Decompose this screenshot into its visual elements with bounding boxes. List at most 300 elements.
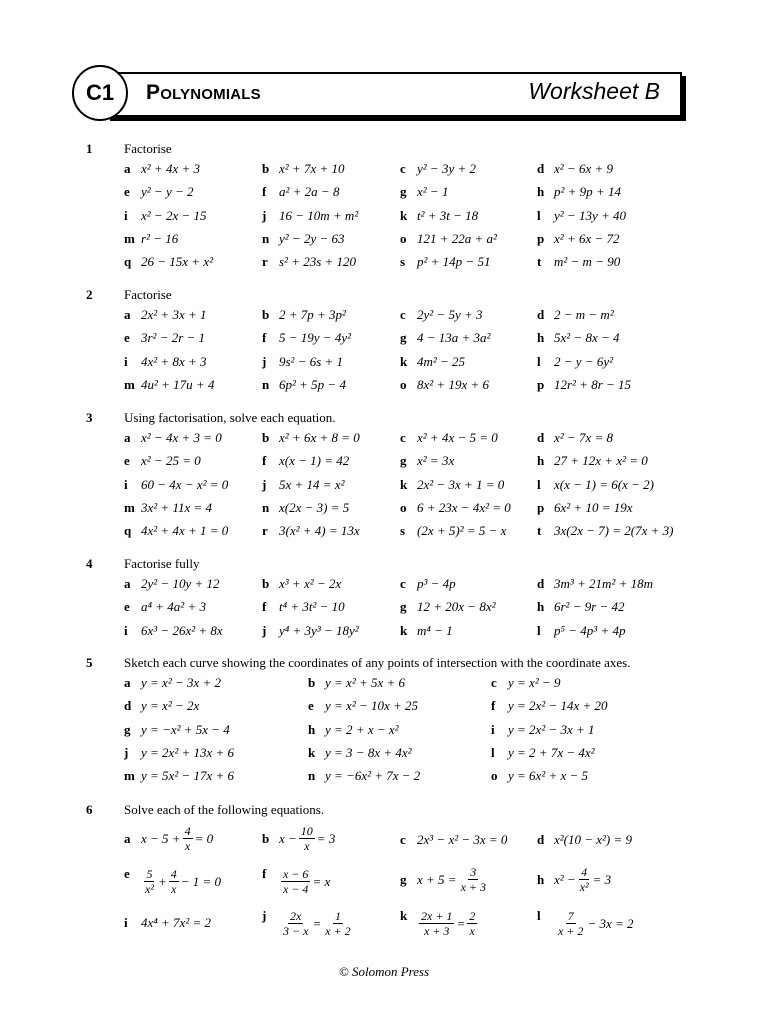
fraction-denominator: x² bbox=[145, 882, 154, 896]
part-expr: 3m³ + 21m² + 18m bbox=[554, 576, 654, 591]
part-expr: x − 5 + bbox=[141, 830, 181, 846]
question-part bbox=[400, 523, 506, 539]
part-label: b bbox=[308, 675, 316, 690]
part-expr: 12 + 20x − 8x² bbox=[417, 599, 496, 615]
part-label: f bbox=[262, 330, 267, 346]
part-label: h bbox=[308, 721, 316, 737]
part-b bbox=[262, 824, 335, 853]
part-label: n bbox=[262, 376, 270, 392]
part-label: k bbox=[400, 207, 408, 223]
part-label: p bbox=[537, 230, 545, 246]
worksheet-header bbox=[72, 65, 688, 127]
fraction-denominator: x bbox=[469, 924, 475, 938]
part-label: r bbox=[262, 254, 268, 270]
part-label: d bbox=[537, 161, 545, 176]
question-part bbox=[262, 254, 356, 270]
fraction-numerator: 2x + 1 bbox=[421, 909, 453, 923]
part-expr: x² − 4x + 3 = 0 bbox=[141, 430, 222, 445]
part-expr: x(2x − 3) = 5 bbox=[279, 499, 350, 515]
part-expr: x² − 25 = 0 bbox=[141, 453, 201, 469]
part-expr: 2 − y − 6y² bbox=[554, 353, 613, 369]
part-label: d bbox=[124, 698, 132, 714]
question-part bbox=[124, 722, 230, 738]
part-label: d bbox=[537, 307, 545, 322]
question-part bbox=[491, 698, 608, 714]
part-expr: x(x − 1) = 6(x − 2) bbox=[554, 476, 654, 492]
part-expr: 4m² − 25 bbox=[417, 353, 466, 369]
question-part bbox=[124, 745, 234, 761]
part-expr: x − bbox=[279, 830, 297, 846]
question-part bbox=[308, 698, 418, 714]
part-label: c bbox=[400, 161, 406, 176]
worksheet-label: Worksheet B bbox=[528, 78, 660, 104]
part-expr: x² − 1 bbox=[417, 184, 449, 200]
question-instruction: Solve each of the following equations. bbox=[124, 802, 325, 817]
part-expr: 27 + 12x + x² = 0 bbox=[554, 453, 648, 469]
part-label: o bbox=[400, 499, 407, 515]
fraction-denominator: 3 − x bbox=[283, 924, 309, 938]
part-label: e bbox=[124, 453, 130, 469]
part-expr: 3r² − 2r − 1 bbox=[141, 330, 206, 346]
question-number: 3 bbox=[86, 410, 93, 425]
question-part bbox=[124, 208, 206, 224]
question-part bbox=[400, 500, 511, 516]
question-part bbox=[400, 184, 448, 200]
fraction-denominator: x bbox=[171, 882, 177, 896]
part-expr: 3(x² + 4) = 13x bbox=[279, 523, 360, 539]
part-expr: a² + 2a − 8 bbox=[279, 184, 340, 200]
part-expr: 6r² − 9r − 42 bbox=[554, 599, 625, 615]
fraction-denominator: x bbox=[184, 839, 191, 853]
part-expr: y = 2 + 7x − 4x² bbox=[508, 744, 595, 760]
part-label: j bbox=[262, 353, 267, 369]
question-part bbox=[308, 675, 405, 691]
question-part bbox=[491, 722, 595, 738]
part-expr: p⁵ − 4p³ + 4p bbox=[554, 622, 626, 638]
part-label: d bbox=[537, 832, 545, 847]
question-part bbox=[124, 576, 219, 592]
part-label: n bbox=[262, 230, 270, 246]
question-number: 6 bbox=[86, 802, 93, 817]
part-label: i bbox=[124, 915, 128, 930]
question-part bbox=[124, 768, 234, 784]
part-label: a bbox=[124, 830, 131, 846]
part-expr: p² + 9p + 14 bbox=[554, 184, 621, 200]
part-expr: 2 + 7p + 3p² bbox=[279, 307, 346, 322]
fraction-denominator: x² bbox=[579, 880, 589, 894]
fraction-denominator: x + 2 bbox=[325, 924, 351, 938]
part-expr: 16 − 10m + m² bbox=[279, 207, 359, 223]
question-part bbox=[400, 576, 456, 592]
question-part bbox=[124, 623, 223, 639]
question-part bbox=[537, 330, 619, 346]
part-expr: y = x² + 5x + 6 bbox=[325, 675, 406, 690]
question-part bbox=[537, 477, 654, 493]
question-part bbox=[308, 722, 399, 738]
part-expr: x² + 7x + 10 bbox=[279, 161, 345, 176]
question-part bbox=[124, 254, 213, 270]
question-part bbox=[400, 453, 454, 469]
fraction-numerator: 5 bbox=[146, 867, 153, 881]
part-expr: 2 − m − m² bbox=[554, 307, 614, 322]
part-expr: m² − m − 90 bbox=[554, 254, 621, 270]
question-part bbox=[124, 231, 178, 247]
part-label: d bbox=[537, 576, 545, 591]
part-label: a bbox=[124, 576, 131, 591]
part-label: a bbox=[124, 161, 131, 176]
question-number: 1 bbox=[86, 141, 93, 156]
part-expr: x² − bbox=[554, 871, 576, 887]
part-label: m bbox=[124, 376, 135, 392]
part-label: h bbox=[537, 871, 545, 887]
part-label: c bbox=[491, 675, 497, 690]
part-label: l bbox=[537, 908, 541, 923]
part-expr: y = x² − 9 bbox=[508, 675, 561, 690]
part-label: d bbox=[537, 430, 545, 445]
question-part bbox=[262, 231, 344, 247]
fraction-denominator: x + 3 bbox=[460, 880, 487, 894]
part-expr: 2y² − 10y + 12 bbox=[141, 576, 220, 591]
part-expr: 4u² + 17u + 4 bbox=[141, 376, 215, 392]
part-expr: y² − 13y + 40 bbox=[554, 207, 626, 223]
part-label: g bbox=[400, 184, 407, 200]
part-h bbox=[537, 865, 611, 894]
fraction-numerator: 10 bbox=[300, 824, 313, 838]
part-f bbox=[262, 865, 330, 896]
part-expr: 2x³ − x² − 3x = 0 bbox=[417, 832, 508, 847]
part-expr: 4x² + 4x + 1 = 0 bbox=[141, 523, 229, 539]
question-part bbox=[308, 745, 412, 761]
part-expr: 6p² + 5p − 4 bbox=[279, 376, 346, 392]
part-label: m bbox=[124, 768, 135, 784]
part-label: k bbox=[400, 476, 408, 492]
part-label: b bbox=[262, 307, 270, 322]
question-part bbox=[400, 161, 476, 177]
part-expr: + bbox=[157, 873, 167, 889]
part-label: i bbox=[124, 476, 128, 492]
part-expr: x² + 6x + 8 = 0 bbox=[279, 430, 360, 445]
part-expr: 60 − 4x − x² = 0 bbox=[141, 476, 229, 492]
part-label: k bbox=[308, 744, 316, 760]
part-label: a bbox=[124, 307, 131, 322]
part-label: k bbox=[400, 908, 408, 923]
question-part bbox=[124, 698, 199, 714]
part-expr: s² + 23s + 120 bbox=[279, 254, 357, 270]
part-expr: y = 2x² − 14x + 20 bbox=[508, 698, 608, 714]
question-part bbox=[537, 576, 653, 592]
part-expr: y = 5x² − 17x + 6 bbox=[141, 768, 235, 784]
part-l bbox=[537, 907, 634, 938]
part-expr: y⁴ + 3y³ − 18y² bbox=[279, 622, 359, 638]
part-expr: x(x − 1) = 42 bbox=[279, 453, 350, 469]
part-label: j bbox=[262, 622, 267, 638]
part-expr: y = 3 − 8x + 4x² bbox=[325, 744, 412, 760]
question-part bbox=[537, 500, 632, 516]
part-expr: 12r² + 8r − 15 bbox=[554, 376, 632, 392]
module-code-badge bbox=[72, 65, 128, 121]
part-expr: = 3 bbox=[592, 871, 612, 887]
part-expr: y = 2x² + 13x + 6 bbox=[141, 744, 235, 760]
part-label: t bbox=[537, 523, 542, 539]
part-label: g bbox=[400, 453, 407, 469]
part-expr: 2x² − 3x + 1 = 0 bbox=[417, 476, 505, 492]
part-label: f bbox=[262, 866, 267, 881]
part-label: b bbox=[262, 430, 270, 445]
part-expr: 5x + 14 = x² bbox=[279, 476, 345, 492]
question-part bbox=[124, 599, 206, 615]
fraction-denominator: x + 2 bbox=[558, 924, 584, 938]
part-c bbox=[400, 832, 507, 848]
question-instruction: Sketch each curve showing the coordinates of any points of intersection with the coordinate axes. bbox=[124, 655, 631, 670]
fraction-denominator: x − 4 bbox=[283, 882, 309, 896]
part-expr: = 0 bbox=[194, 830, 214, 846]
part-label: l bbox=[537, 353, 541, 369]
fraction-numerator: 2x bbox=[290, 909, 302, 923]
question-part bbox=[400, 477, 504, 493]
part-expr: 26 − 15x + x² bbox=[141, 254, 213, 270]
part-label: c bbox=[400, 576, 406, 591]
question-part bbox=[124, 161, 200, 177]
part-label: k bbox=[400, 353, 408, 369]
part-label: j bbox=[262, 476, 267, 492]
question-part bbox=[537, 599, 625, 615]
question-number: 4 bbox=[86, 556, 93, 571]
part-label: j bbox=[124, 744, 129, 760]
part-expr: y = −6x² + 7x − 2 bbox=[325, 768, 421, 784]
question-part bbox=[400, 330, 490, 346]
part-label: p bbox=[537, 499, 545, 515]
part-expr: y² − 2y − 63 bbox=[279, 230, 345, 246]
fraction-denominator: x bbox=[304, 839, 310, 853]
part-expr: x² + 4x + 3 bbox=[141, 161, 200, 176]
part-label: o bbox=[400, 230, 407, 246]
question-part bbox=[124, 354, 206, 370]
part-label: p bbox=[537, 376, 545, 392]
part-label: o bbox=[400, 376, 407, 392]
part-expr: r² − 16 bbox=[141, 230, 179, 246]
question-part bbox=[537, 161, 613, 177]
question-part bbox=[124, 675, 221, 691]
question-part bbox=[124, 453, 201, 469]
question-part bbox=[537, 430, 613, 446]
part-expr: 2x² + 3x + 1 bbox=[141, 307, 207, 322]
part-expr: x² − 7x = 8 bbox=[554, 430, 613, 445]
question-part bbox=[262, 208, 358, 224]
part-expr: x³ + x² − 2x bbox=[279, 576, 342, 591]
part-label: i bbox=[491, 721, 495, 737]
question-part bbox=[537, 208, 626, 224]
part-expr: a⁴ + 4a² + 3 bbox=[141, 599, 206, 615]
topic-title: Polynomials bbox=[146, 81, 261, 104]
part-label: l bbox=[537, 476, 541, 492]
part-label: c bbox=[400, 832, 406, 847]
question-part bbox=[262, 184, 339, 200]
part-label: t bbox=[537, 254, 542, 270]
question-part bbox=[124, 523, 228, 539]
part-label: f bbox=[262, 599, 267, 615]
question-part bbox=[537, 231, 619, 247]
part-expr: x² − 6x + 9 bbox=[554, 161, 613, 176]
part-expr: x²(10 − x²) = 9 bbox=[554, 832, 633, 847]
question-part bbox=[124, 477, 228, 493]
part-expr: = 3 bbox=[316, 830, 336, 846]
part-expr: − 1 = 0 bbox=[180, 873, 222, 889]
part-expr: (2x + 5)² = 5 − x bbox=[417, 523, 507, 539]
part-expr: x² − 2x − 15 bbox=[141, 207, 207, 223]
part-expr: y² − y − 2 bbox=[141, 184, 194, 200]
part-label: h bbox=[537, 184, 545, 200]
question-instruction: Factorise fully bbox=[124, 556, 200, 571]
part-label: e bbox=[308, 698, 314, 714]
question-part bbox=[308, 768, 420, 784]
part-expr: 4x⁴ + 7x² = 2 bbox=[141, 915, 212, 930]
part-label: b bbox=[262, 576, 270, 591]
question-part bbox=[491, 745, 595, 761]
part-label: f bbox=[262, 453, 267, 469]
question-part bbox=[124, 500, 212, 516]
part-label: g bbox=[400, 871, 407, 887]
part-label: c bbox=[400, 430, 406, 445]
part-expr: p³ − 4p bbox=[417, 576, 456, 591]
part-expr: 3x(2x − 7) = 2(7x + 3) bbox=[554, 523, 674, 539]
fraction-numerator: 4 bbox=[184, 824, 191, 838]
part-label: m bbox=[124, 499, 135, 515]
fraction-numerator: 7 bbox=[567, 909, 574, 923]
part-label: e bbox=[124, 599, 130, 615]
part-expr: = bbox=[312, 915, 322, 931]
part-label: i bbox=[124, 622, 128, 638]
part-expr: y = x² − 2x bbox=[141, 698, 200, 714]
part-label: f bbox=[491, 698, 496, 714]
part-label: i bbox=[124, 207, 128, 223]
part-label: i bbox=[124, 353, 128, 369]
fraction-numerator: 2 bbox=[469, 909, 476, 923]
question-part bbox=[262, 161, 344, 177]
question-part bbox=[262, 430, 360, 446]
question-part bbox=[262, 330, 351, 346]
part-label: l bbox=[537, 207, 541, 223]
question-instruction: Using factorisation, solve each equation. bbox=[124, 410, 336, 425]
part-label: l bbox=[537, 622, 541, 638]
part-expr: 4 − 13a + 3a² bbox=[417, 330, 491, 346]
part-expr: 6 + 23x − 4x² = 0 bbox=[417, 499, 511, 515]
fraction-numerator: 3 bbox=[470, 865, 477, 879]
part-label: a bbox=[124, 675, 131, 690]
part-label: g bbox=[400, 330, 407, 346]
part-expr: 6x³ − 26x² + 8x bbox=[141, 622, 223, 638]
part-label: b bbox=[262, 830, 270, 846]
part-label: s bbox=[400, 254, 406, 270]
question-part bbox=[124, 430, 222, 446]
part-label: m bbox=[124, 230, 135, 246]
question-part bbox=[400, 377, 489, 393]
fraction-numerator: x − 6 bbox=[283, 867, 309, 881]
part-k bbox=[400, 907, 479, 938]
part-j bbox=[262, 907, 355, 938]
part-label: f bbox=[262, 184, 267, 200]
part-label: e bbox=[124, 330, 130, 346]
question-part bbox=[262, 477, 344, 493]
question-part bbox=[262, 500, 349, 516]
copyright-footer: © Solomon Press bbox=[338, 964, 430, 979]
part-label: g bbox=[124, 721, 131, 737]
question-part bbox=[537, 377, 631, 393]
question-part bbox=[262, 354, 343, 370]
question-instruction: Factorise bbox=[124, 141, 172, 156]
part-g bbox=[400, 865, 490, 894]
part-label: n bbox=[262, 499, 270, 515]
question-part bbox=[262, 307, 346, 323]
part-expr: = x bbox=[312, 873, 331, 889]
part-expr: − 3x = 2 bbox=[587, 915, 634, 931]
part-label: n bbox=[308, 768, 316, 784]
part-expr: y = 2x² − 3x + 1 bbox=[508, 721, 595, 737]
part-label: b bbox=[262, 161, 270, 176]
part-label: l bbox=[491, 744, 495, 760]
part-label: k bbox=[400, 622, 408, 638]
question-part bbox=[537, 354, 613, 370]
part-label: e bbox=[124, 866, 130, 881]
part-expr: t² + 3t − 18 bbox=[417, 207, 479, 223]
part-expr: y = 2 + x − x² bbox=[325, 721, 399, 737]
part-expr: p² + 14p − 51 bbox=[417, 254, 491, 270]
question-part bbox=[262, 623, 359, 639]
part-label: s bbox=[400, 523, 406, 539]
part-label: q bbox=[124, 523, 132, 539]
part-expr: 3x² + 11x = 4 bbox=[141, 499, 213, 515]
question-part bbox=[400, 254, 490, 270]
question-part bbox=[537, 254, 620, 270]
part-expr: 6x² + 10 = 19x bbox=[554, 499, 633, 515]
part-expr: y = −x² + 5x − 4 bbox=[141, 721, 230, 737]
part-label: q bbox=[124, 254, 132, 270]
part-label: e bbox=[124, 184, 130, 200]
question-part bbox=[491, 675, 560, 691]
question-part bbox=[124, 307, 206, 323]
question-part bbox=[124, 184, 193, 200]
question-part bbox=[262, 377, 346, 393]
part-expr: x² + 6x − 72 bbox=[554, 230, 620, 246]
part-a bbox=[124, 824, 213, 853]
part-expr: m⁴ − 1 bbox=[417, 622, 453, 638]
part-label: a bbox=[124, 430, 131, 445]
part-label: h bbox=[537, 330, 545, 346]
part-label: o bbox=[491, 768, 498, 784]
part-expr: x + 5 = bbox=[417, 871, 457, 887]
fraction-denominator: x + 3 bbox=[424, 924, 450, 938]
question-part bbox=[537, 184, 621, 200]
question-part bbox=[400, 599, 495, 615]
part-expr: y = 6x² + x − 5 bbox=[508, 768, 589, 784]
question-part bbox=[537, 453, 648, 469]
question-instruction: Factorise bbox=[124, 287, 172, 302]
part-expr: y² − 3y + 2 bbox=[417, 161, 476, 176]
part-expr: y = x² − 10x + 25 bbox=[325, 698, 419, 714]
part-label: g bbox=[400, 599, 407, 615]
question-part bbox=[400, 208, 478, 224]
part-label: j bbox=[262, 207, 267, 223]
question-part bbox=[400, 307, 482, 323]
question-number: 5 bbox=[86, 655, 93, 670]
part-expr: 5x² − 8x − 4 bbox=[554, 330, 620, 346]
part-label: c bbox=[400, 307, 406, 322]
question-part bbox=[124, 330, 205, 346]
part-expr: = bbox=[456, 915, 466, 931]
question-part bbox=[262, 576, 341, 592]
question-part bbox=[491, 768, 588, 784]
question-part bbox=[400, 354, 465, 370]
part-expr: y = x² − 3x + 2 bbox=[141, 675, 222, 690]
